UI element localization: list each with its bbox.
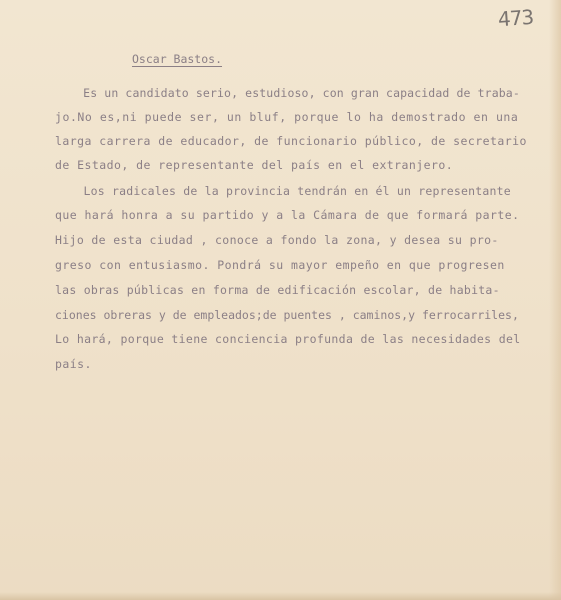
body-line-10: ciones obreras y de empleados;de puentes , caminos,y ferrocarriles, (55, 308, 519, 322)
body-line-4: de Estado, de representante del país en el extranjero. (55, 158, 454, 172)
body-line-2: jo.No es,ni puede ser, un bluf, porque lo ha demostrado en una (55, 110, 519, 124)
body-line-7: Hijo de esta ciudad , conoce a fondo la zona, y desea su pro- (55, 233, 499, 247)
body-line-12: país. (55, 357, 92, 371)
body-line-8: greso con entusiasmo. Pondrá su mayor empeño en que progresen (55, 258, 505, 272)
body-line-6: que hará honra a su partido y a la Cámara de que formará parte. (55, 208, 520, 222)
body-line-1: Es un candidato serio, estudioso, con gran capacidad de traba- (55, 86, 520, 100)
body-line-9: las obras públicas en forma de edificación escolar, de habita- (55, 283, 500, 297)
body-line-5: Los radicales de la provincia tendrán en él un representante (55, 184, 511, 198)
folio-number: 473 (497, 4, 534, 32)
body-line-11: Lo hará, porque tiene conciencia profunda de las necesidades del (55, 332, 521, 346)
heading: Oscar Bastos. (132, 52, 223, 66)
body-line-3: larga carrera de educador, de funcionario público, de secretario (55, 134, 527, 148)
paper-edge-right (549, 0, 561, 600)
paper-edge-bottom (0, 592, 561, 600)
